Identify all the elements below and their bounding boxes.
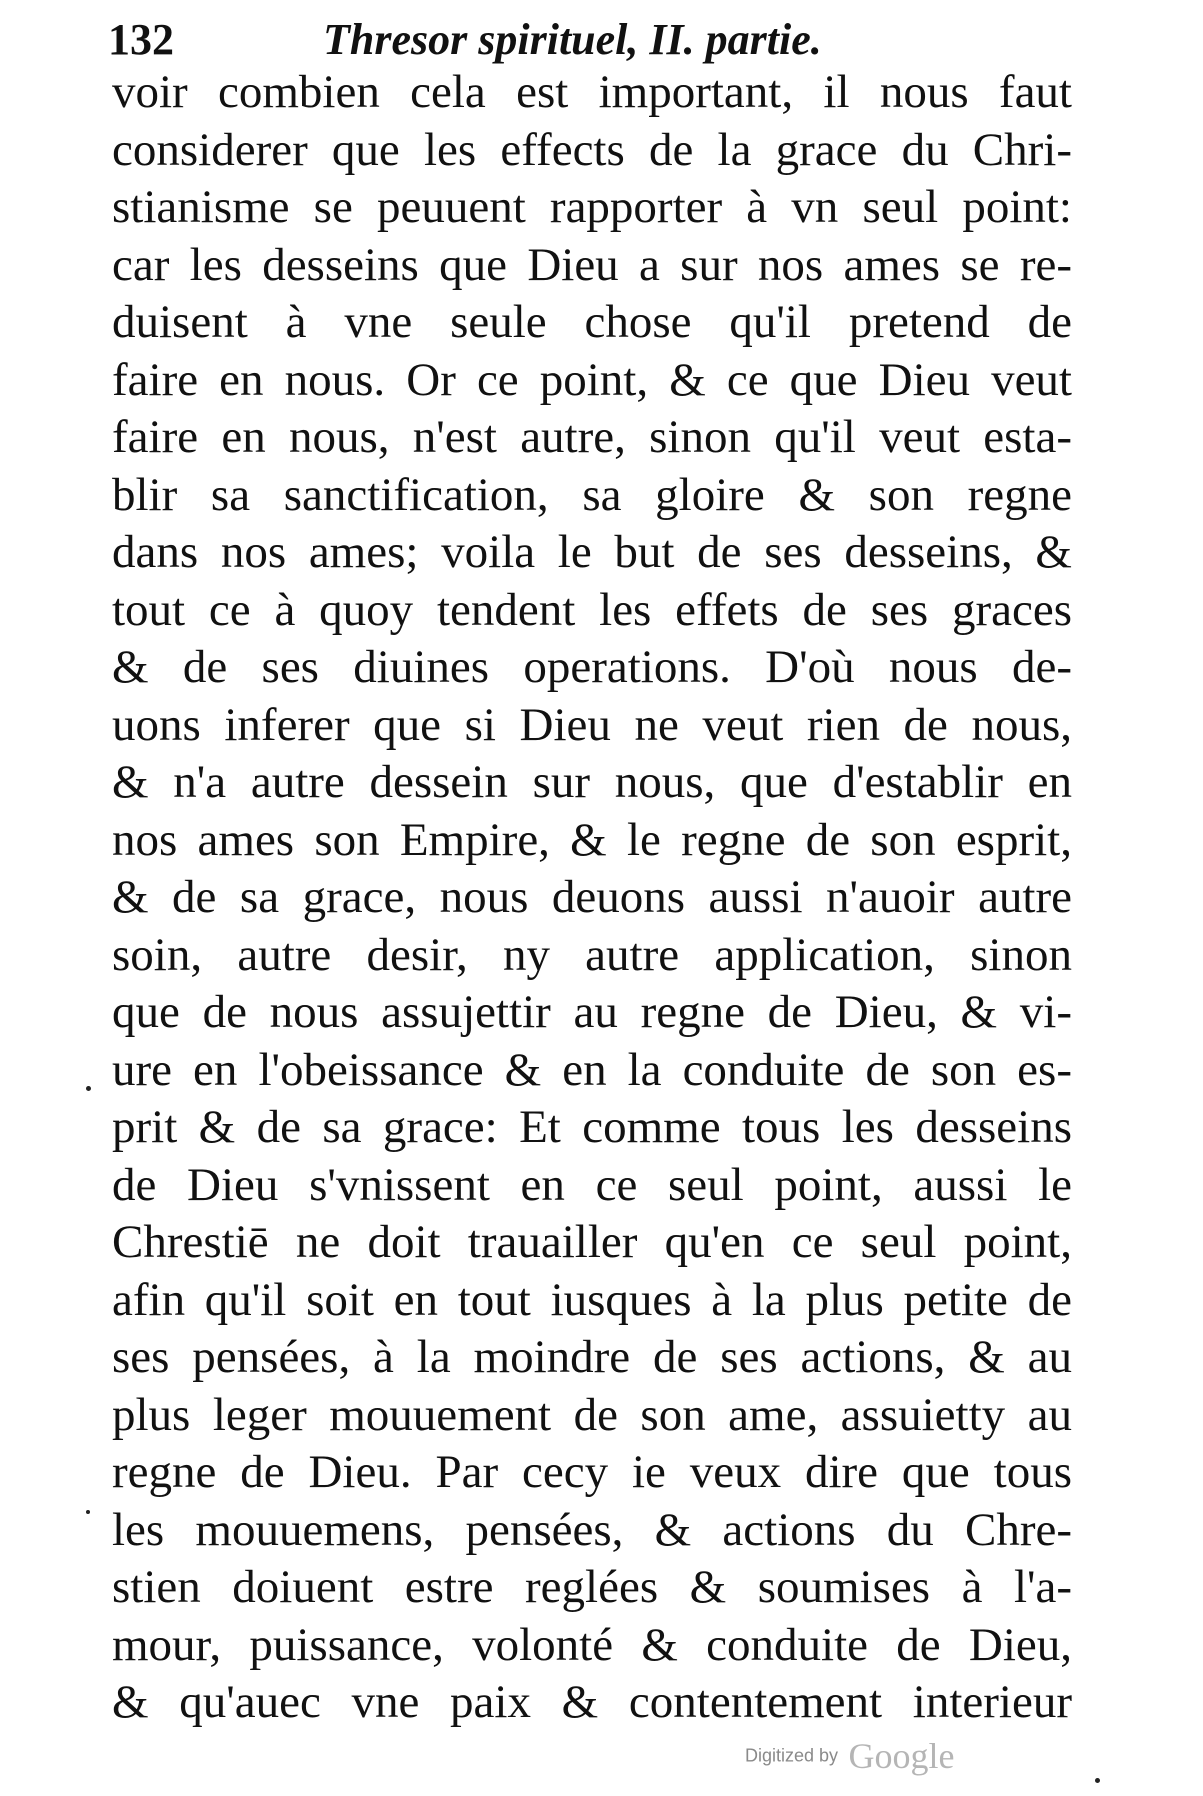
- text-line: faire en nous. Or ce point, & ce que Dieu veut: [112, 353, 1072, 406]
- text-line: & n'a autre dessein sur nous, que d'establir en: [112, 756, 1072, 808]
- text-line: voir combien cela est important, il nous faut: [112, 66, 1072, 118]
- google-logo-text: Google: [848, 1736, 955, 1776]
- text-line: Chrestiē ne doit trauailler qu'en ce seul point,: [112, 1216, 1072, 1268]
- page-number: 132: [108, 15, 174, 64]
- text-line: considerer que les effects de la grace du Chri-: [112, 123, 1072, 176]
- digitized-label: Digitized by: [745, 1745, 839, 1766]
- text-line: plus leger mouuement de son ame, assuietty au: [112, 1388, 1072, 1441]
- text-line: tout ce à quoy tendent les effets de ses graces: [112, 583, 1072, 636]
- text-line: soin, autre desir, ny autre application, sinon: [112, 928, 1072, 981]
- body-text: [112, 64, 1072, 1732]
- text-line: & qu'auec vne paix & contentement interieur: [112, 1676, 1072, 1728]
- text-line: ure en l'obeissance & en la conduite de son es-: [112, 1043, 1072, 1096]
- text-line: & de ses diuines operations. D'où nous de-: [112, 641, 1072, 693]
- text-line: duisent à vne seule chose qu'il pretend de: [112, 296, 1072, 348]
- ink-speck: [1095, 1778, 1100, 1783]
- text-line: car les desseins que Dieu a sur nos ames se re-: [112, 238, 1072, 291]
- text-line: regne de Dieu. Par cecy ie veux dire que tous: [112, 1446, 1072, 1498]
- text-line: prit & de sa grace: Et comme tous les desseins: [112, 1101, 1072, 1153]
- text-line: stien doiuent estre reglées & soumises à l'a-: [112, 1561, 1072, 1613]
- text-line: nos ames son Empire, & le regne de son esprit,: [112, 813, 1072, 866]
- text-line: uons inferer que si Dieu ne veut rien de nous,: [112, 698, 1072, 751]
- text-line: mour, puissance, volonté & conduite de Dieu,: [112, 1618, 1072, 1671]
- text-line: dans nos ames; voila le but de ses desseins, &: [112, 526, 1072, 578]
- text-line: & de sa grace, nous deuons aussi n'auoir autre: [112, 871, 1072, 923]
- text-line: faire en nous, n'est autre, sinon qu'il veut esta-: [112, 411, 1072, 463]
- text-line: ses pensées, à la moindre de ses actions, & au: [112, 1331, 1072, 1383]
- ink-speck: [86, 1086, 91, 1091]
- text-line: blir sa sanctification, sa gloire & son regne: [112, 468, 1072, 521]
- running-title: Thresor spirituel, II. partie.: [323, 15, 822, 64]
- running-head: [108, 8, 1068, 72]
- text-line: de Dieu s'vnissent en ce seul point, aussi le: [112, 1158, 1072, 1211]
- text-line: stianisme se peuuent rapporter à vn seul point:: [112, 181, 1072, 233]
- ink-speck: [86, 1510, 90, 1514]
- text-line: que de nous assujettir au regne de Dieu, & vi-: [112, 986, 1072, 1038]
- text-line: afin qu'il soit en tout iusques à la plus petite de: [112, 1273, 1072, 1326]
- digitized-by-google-watermark: [745, 1735, 954, 1783]
- text-line: les mouuemens, pensées, & actions du Chre-: [112, 1503, 1072, 1556]
